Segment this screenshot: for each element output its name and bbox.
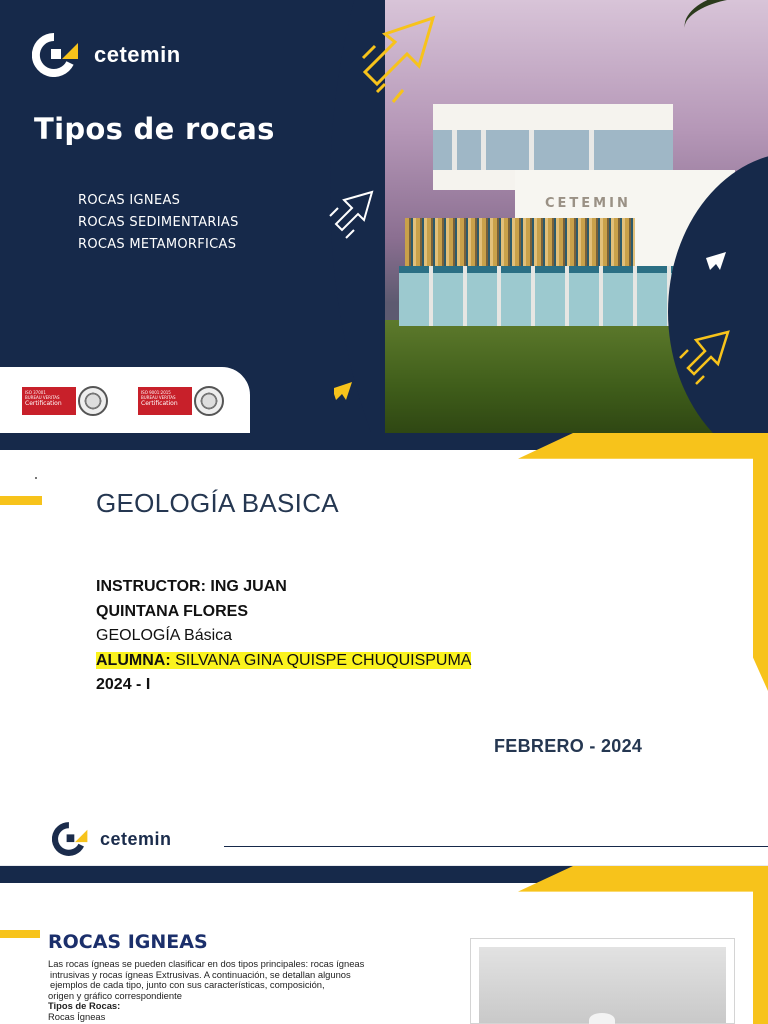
rock-photo — [470, 938, 735, 1024]
cetemin-logo — [32, 33, 181, 77]
building-sign: CETEMIN — [545, 196, 631, 211]
cover-slide — [0, 0, 768, 433]
certification-badge — [138, 383, 226, 419]
certification-badge — [22, 383, 110, 419]
subheading: Tipos de Rocas: — [48, 1000, 121, 1012]
cetemin-logo-icon — [32, 33, 84, 77]
course-name: GEOLOGÍA Básica — [96, 627, 233, 644]
rock-sample-image — [589, 1013, 615, 1024]
bureau-veritas-seal-icon — [78, 386, 108, 416]
student-label: ALUMNA: — [96, 651, 171, 669]
bureau-veritas-seal-icon — [194, 386, 224, 416]
paragraph-line: ejemplos de cada tipo, junto con sus características, composición, — [50, 979, 325, 991]
cetemin-logo-icon — [52, 822, 92, 856]
arrow-outline-icon — [355, 14, 447, 106]
slide-title: Tipos de rocas — [34, 112, 275, 146]
list-item: ROCAS SEDIMENTARIAS — [78, 215, 239, 230]
instructor-label: INSTRUCTOR: ING JUAN — [96, 578, 287, 595]
paragraph-line: Rocas Ígneas — [48, 1010, 106, 1022]
paragraph-line: intrusivas y rocas ígneas Extrusivas. A continuación, se detallan algunos — [50, 968, 351, 980]
paragraph-line: origen y gráfico correspondiente — [48, 989, 182, 1001]
course-info — [96, 575, 471, 698]
brand-name: cetemin — [94, 42, 181, 67]
cetemin-logo — [52, 822, 172, 856]
section-body — [48, 959, 388, 1023]
academic-period: 2024 - I — [96, 676, 151, 693]
arrow-solid-icon — [332, 380, 354, 402]
rock-types-list — [78, 190, 239, 256]
course-heading: GEOLOGÍA BASICA — [96, 488, 339, 518]
yellow-dash-decoration — [0, 496, 42, 505]
yellow-dash-decoration — [0, 930, 40, 938]
certification-label: ISO 9001:2015 BUREAU VERITAS Certification — [138, 387, 192, 415]
list-item: ROCAS IGNEAS — [78, 193, 181, 208]
presentation-date: FEBRERO - 2024 — [494, 736, 643, 756]
certification-label: ISO 37001 BUREAU VERITAS Certification — [22, 387, 76, 415]
brand-name: cetemin — [100, 828, 172, 849]
instructor-name: QUINTANA FLORES — [96, 602, 248, 620]
arrow-outline-icon — [678, 330, 734, 386]
arrow-outline-icon — [328, 190, 378, 240]
student-name: SILVANA GINA QUISPE CHUQUISPUMA — [175, 651, 472, 669]
footer-rule — [224, 846, 768, 847]
section-heading: ROCAS IGNEAS — [48, 931, 208, 953]
arrow-solid-icon — [704, 250, 728, 272]
paragraph-line: Las rocas ígneas se pueden clasificar en dos tipos principales: rocas ígneas — [48, 958, 365, 969]
list-item: ROCAS METAMORFICAS — [78, 237, 237, 252]
